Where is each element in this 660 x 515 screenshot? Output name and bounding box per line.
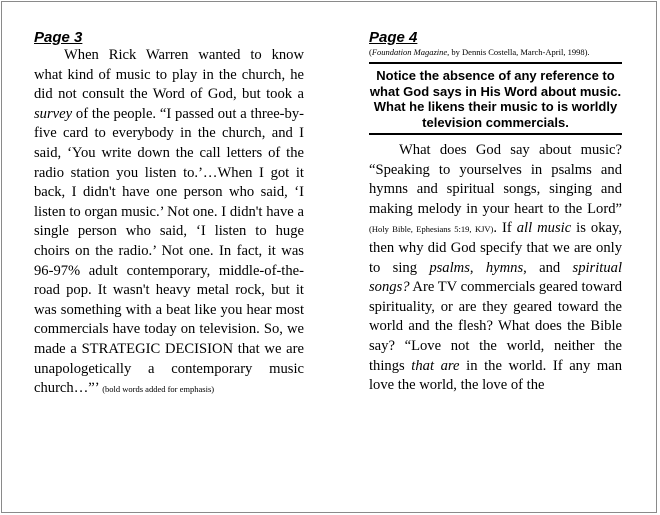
separator-comma: ,	[469, 259, 486, 276]
citation-details: , by Dennis Costella, March-April, 1998).	[447, 47, 590, 57]
page-4-text-d: , and	[523, 259, 573, 276]
page-3-label: Page 3	[34, 29, 83, 46]
emphasis-psalms: psalms	[429, 259, 470, 276]
document-page	[1, 1, 657, 513]
citation-magazine: Foundation Magazine	[371, 47, 448, 57]
page-3-paragraph	[34, 46, 304, 399]
page-4-paragraph	[369, 141, 622, 396]
right-column	[369, 29, 622, 396]
scripture-reference: (Holy Bible, Ephesians 5:19, KJV)	[369, 224, 494, 235]
bottom-divider	[369, 133, 622, 135]
notice-box: Notice the absence of any reference to what God says in His Word about music. What he likens their music to is worldly television commercials.	[369, 68, 622, 130]
page-4-text-e: Are TV commercials geared toward spirituality, or are they geared toward the world and the flesh? What does the Bible say? “Love not the world, neither the things	[369, 279, 622, 374]
emphasis-note: (bold words added for emphasis)	[102, 384, 215, 395]
left-column	[34, 29, 304, 399]
page-3-text-b: of the people. “I passed out a three-by-five card to everybody in the church, and I said, ‘You write down the call letters of the radio station you listen to.’…When I got it back, I didn't have one person who said, ‘I listen to organ music.’ Not one. I didn't have a single person who said, ‘I listen to huge choirs on the radio.’ Not one. In fact, it was 96-97% adult contemporary, middle-of-the-road pop. It wasn't heavy metal rock, but it was something with a beat like you hear most commercials have today on television. So, we made a STRATEGIC DECISION that we are unapologetically a contemporary music church…”’	[34, 105, 304, 397]
source-citation	[369, 47, 622, 57]
page-4-text-c: is okay, then why did God specify that we are only to sing	[369, 220, 622, 276]
emphasis-hymns: hymns	[485, 259, 524, 276]
page-4-text-a: What does God say about music? “Speaking to yourselves in psalms and hymns and spiritual songs, singing and making melody in your heart to the Lord”	[369, 142, 622, 217]
page-3-text-a: When Rick Warren wanted to know what kind of music to play in the church, he did not consult the Word of God, but took a	[34, 47, 304, 103]
emphasis-that-are: that are	[411, 357, 460, 374]
page-4-text-b: . If	[493, 220, 517, 237]
emphasis-spiritual-songs: spiritual songs?	[369, 259, 622, 296]
page-3-emphasis-survey: survey	[34, 105, 73, 122]
citation-open: (	[369, 47, 372, 57]
page-4-label: Page 4	[369, 29, 418, 46]
page-4-text-f: in the world. If any man love the world, the love of the	[369, 357, 623, 394]
emphasis-all-music: all music	[516, 220, 572, 237]
